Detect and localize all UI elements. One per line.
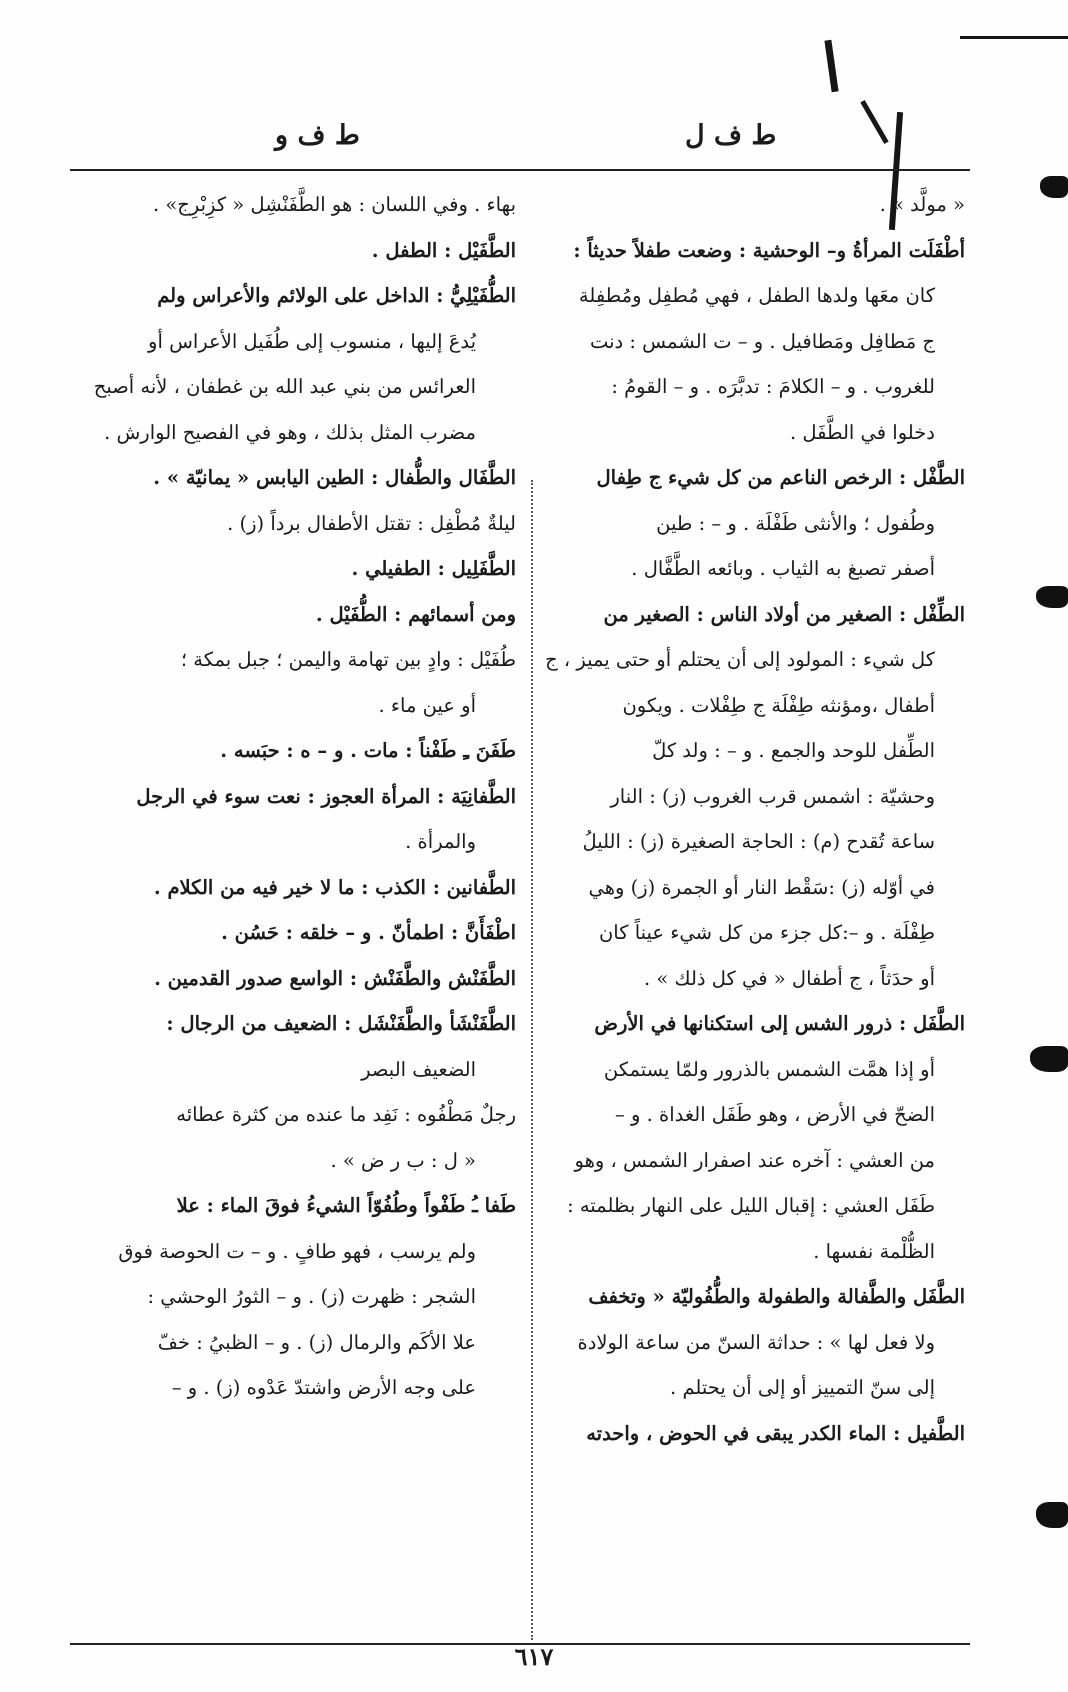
entry-line: أطفال ،ومؤنثه طِفْلَة ج طِفْلات . ويكون — [622, 693, 935, 717]
entry-line: الطَّفَيْل : الطفل . — [371, 238, 516, 262]
entry-line: طُفَيْل : وادٍ بين تهامة واليمن ؛ جبل بمكة ؛ — [180, 648, 516, 671]
right-column-header: ط ف ل — [685, 120, 777, 151]
scan-edge-mark — [1030, 1046, 1068, 1072]
entry-line: الطَّفَنْش والطَّفَنْش : الواسع صدور القدمين . — [154, 966, 516, 990]
entry-line: « مولَّد » . — [879, 193, 965, 216]
entry-line: يُدعَ إليها ، منسوب إلى طُفَيل الأعراس أو — [148, 329, 476, 353]
entry-line: الطَّفانِيَة : المرأة العجوز : نعت سوء في الرجل — [136, 784, 516, 808]
entry-line: « ل : ب ر ض » . — [330, 1148, 476, 1172]
entry-line: طَفَنَ ـِ طَفْناً : مات . و – ه : حبَسه . — [220, 739, 516, 762]
entry-line: على وجه الأرض واشتدّ عَدْوه (ز) . و – — [171, 1376, 476, 1399]
entry-line: طَفَل العشي : إقبال الليل على النهار بظلمته : — [567, 1194, 935, 1217]
entry-line: دخلوا في الطَّفَل . — [789, 420, 935, 444]
entry-line: الطُّفَيْلِيُّ : الداخل على الولائم والأعراس ولم — [157, 284, 516, 307]
entry-line: علا الأكَم والرمال (ز) . و – الظبيُ : خفّ — [157, 1330, 476, 1354]
entry-line: والمرأة . — [405, 830, 476, 853]
entry-line: للغروب . و – الكلامَ : تدبَّرَه . و – القومُ : — [611, 375, 935, 398]
entry-line: ومن أسمائهم : الطُّفَيْل . — [315, 602, 516, 626]
entry-line: من العشي : آخره عند اصفرار الشمس ، وهو — [574, 1148, 935, 1172]
entry-line: الطَّفانين : الكذب : ما لا خير فيه من الكلام . — [153, 875, 516, 899]
entry-line: وحشيّة : اشمس قرب الغروب (ز) : النار — [610, 784, 935, 808]
scan-edge-mark — [1036, 1502, 1068, 1528]
entry-line: الشجر : ظهرت (ز) . و – الثورُ الوحشي : — [147, 1285, 476, 1308]
entry-line: الطَّفْل : الرخص الناعم من كل شيء ج طِفال — [596, 466, 965, 489]
entry-line: أو حدَثاً ، ج أطفال « في كل ذلك » . — [643, 966, 935, 990]
entry-line: ج مَطافِل ومَطافيل . و – ت الشمس : دنت — [589, 329, 935, 353]
entry-line: الطَّفَنْشَأ والطَّفَنْشَل : الضعيف من الرجال : — [166, 1012, 516, 1035]
entry-line: ساعة تُقدح (م) : الحاجة الصغيرة (ز) : الليلُ — [582, 830, 935, 853]
entry-line: كان معَها ولدها الطفل ، فهي مُطفِل ومُطفِلة — [578, 284, 935, 307]
entry-line: وطُفول ؛ والأنثى طَفْلَة . و – : طين — [656, 511, 935, 535]
entry-line: الضحّ في الأرض ، وهو طَفَل الغداة . و – — [615, 1103, 935, 1126]
entry-line: أصفر تصبغ به الثياب . وبائعه الطَّفَّال . — [631, 557, 935, 580]
entry-line: الظُّلْمة نفسها . — [813, 1239, 935, 1263]
entry-line: مضرب المثل بذلك ، وهو في الفصيح الوارش . — [104, 420, 476, 444]
entry-line: كل شيء : المولود إلى أن يحتلم أو حتى يميز ، ج — [545, 648, 935, 671]
page-number: ٦١٧ — [514, 1642, 554, 1671]
entry-line: الطَّفَل : ذرور الشس إلى استكنانها في الأرض — [594, 1012, 965, 1035]
entry-line: ولم يرسب ، فهو طافٍ . و – ت الحوصة فوق — [118, 1239, 476, 1263]
entry-line: إلى سنّ التمييز أو إلى أن يحتلم . — [670, 1376, 935, 1399]
entry-line: بهاء . وفي اللسان : هو الطَّفَنْشِل « كزِبْرِج» . — [152, 193, 516, 216]
entry-line: ولا فعل لها » : حداثة السنّ من ساعة الولادة — [577, 1330, 935, 1354]
entry-line: الطَّفَلِيل : الطفيلي . — [351, 557, 516, 580]
entry-line: الطَّفَل والطَّفالة والطفولة والطُّفُوليّة « وتخفف — [588, 1285, 965, 1308]
entry-line: العرائس من بني عبد الله بن غطفان ، لأنه أصبح — [93, 375, 476, 398]
scan-edge-mark — [1040, 176, 1068, 198]
entry-line: رجلٌ مَطْفُوه : نَفِد ما عنده من كثرة عطائه — [176, 1103, 516, 1126]
entry-line: الطَّفَال والطُّفال : الطين اليابس « يمانيّة » . — [153, 466, 516, 489]
scan-edge-line — [960, 36, 1068, 39]
entry-line: طِفْلَة . و –:كل جزء من كل شيء عيناً كان — [598, 921, 935, 944]
entry-line: أو عين ماء . — [378, 693, 476, 717]
entry-line: أو إذا همَّت الشمس بالذرور ولمّا يستمكن — [603, 1057, 935, 1081]
entry-line: اطْفَأَنَّ : اطمأنّ . و – خلقه : حَسُن . — [221, 921, 516, 944]
entry-line: ليلةٌ مُطْفِل : تقتل الأطفال برداً (ز) . — [227, 511, 516, 535]
left-column-header: ط ف و — [275, 120, 360, 151]
entry-line: الضعيف البصر — [361, 1057, 476, 1081]
handwritten-stroke — [824, 40, 838, 92]
top-rule — [70, 169, 970, 171]
entry-line: الطِّفْل : الصغير من أولاد الناس : الصغير من — [603, 602, 965, 626]
column-divider — [531, 480, 533, 1640]
right-column — [545, 182, 965, 1456]
handwritten-stroke — [860, 100, 888, 144]
entry-line: الطِّفل للوحد والجمع . و – : ولد كلّ — [652, 739, 935, 762]
entry-line: في أوّله (ز) :سَقْط النار أو الجمرة (ز) وهي — [588, 875, 935, 899]
entry-line: طَفا ـُ طَفْواً وطُفُوّاً الشيءُ فوقَ الماء : علا — [176, 1194, 516, 1217]
scan-edge-mark — [1036, 586, 1068, 608]
entry-line: أطْفَلَت المرأةُ و– الوحشية : وضعت طفلاً حديثاً : — [573, 238, 965, 262]
left-column — [76, 182, 516, 1411]
entry-line: الطَّفيل : الماء الكدر يبقى في الحوض ، واحدته — [586, 1421, 965, 1445]
